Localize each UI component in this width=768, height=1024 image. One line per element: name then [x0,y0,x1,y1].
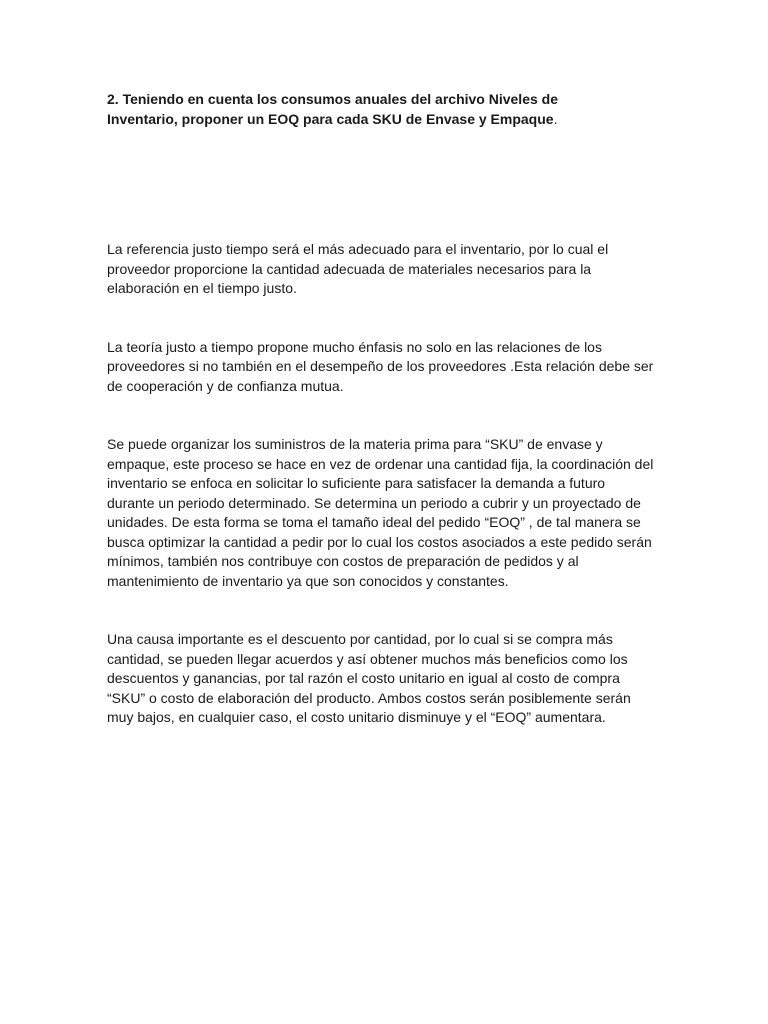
question-heading-period: . [553,110,558,127]
paragraph-quantity-discount: Una causa importante es el descuento por cantidad, por lo cual si se compra más cantidad, se pueden llegar acuerdos y así obtener muchos más beneficios como los descuentos y ganancias, por tal razón el costo unitario en igual al costo de compra “SKU” o costo de elaboración del producto. Ambos costos serán posiblemente serán muy bajos, en cualquier caso, el costo unitario disminuye y el “EOQ” aumentara. [107,631,631,725]
paragraph-just-in-time-theory: La teoría justo a tiempo propone mucho énfasis no solo en las relaciones de los proveedores si no también en el desempeño de los proveedores .Esta relación debe ser de cooperación y de confianza mutua. [107,338,654,394]
paragraph-just-in-time-reference: La referencia justo tiempo será el más adecuado para el inventario, por lo cual el proveedor proporcione la cantidad adecuada de materiales necesarios para la elaboración en el tiempo justo. [107,241,609,296]
question-heading-text: 2. Teniendo en cuenta los consumos anuales del archivo Niveles de Inventario, proponer un EOQ para cada SKU de Envase y Empaque [107,91,558,127]
paragraph-sku-supply-organization: Se puede organizar los suministros de la materia prima para “SKU” de envase y empaque, este proceso se hace en vez de ordenar una cantidad fija, la coordinación del inventario se enfoca en solicitar lo suficiente para satisfacer la demanda a futuro durante un periodo determinado. Se determina un periodo a cubrir y un proyectado de unidades. De esta forma se toma el tamaño ideal del pedido “EOQ” , de tal manera se busca optimizar la cantidad a pedir por lo cual los costos asociados a este pedido serán mínimos, también nos contribuye con costos de preparación de pedidos y al mantenimiento de inventario ya que son conocidos y constantes. [107,436,654,589]
question-heading [107,90,607,129]
